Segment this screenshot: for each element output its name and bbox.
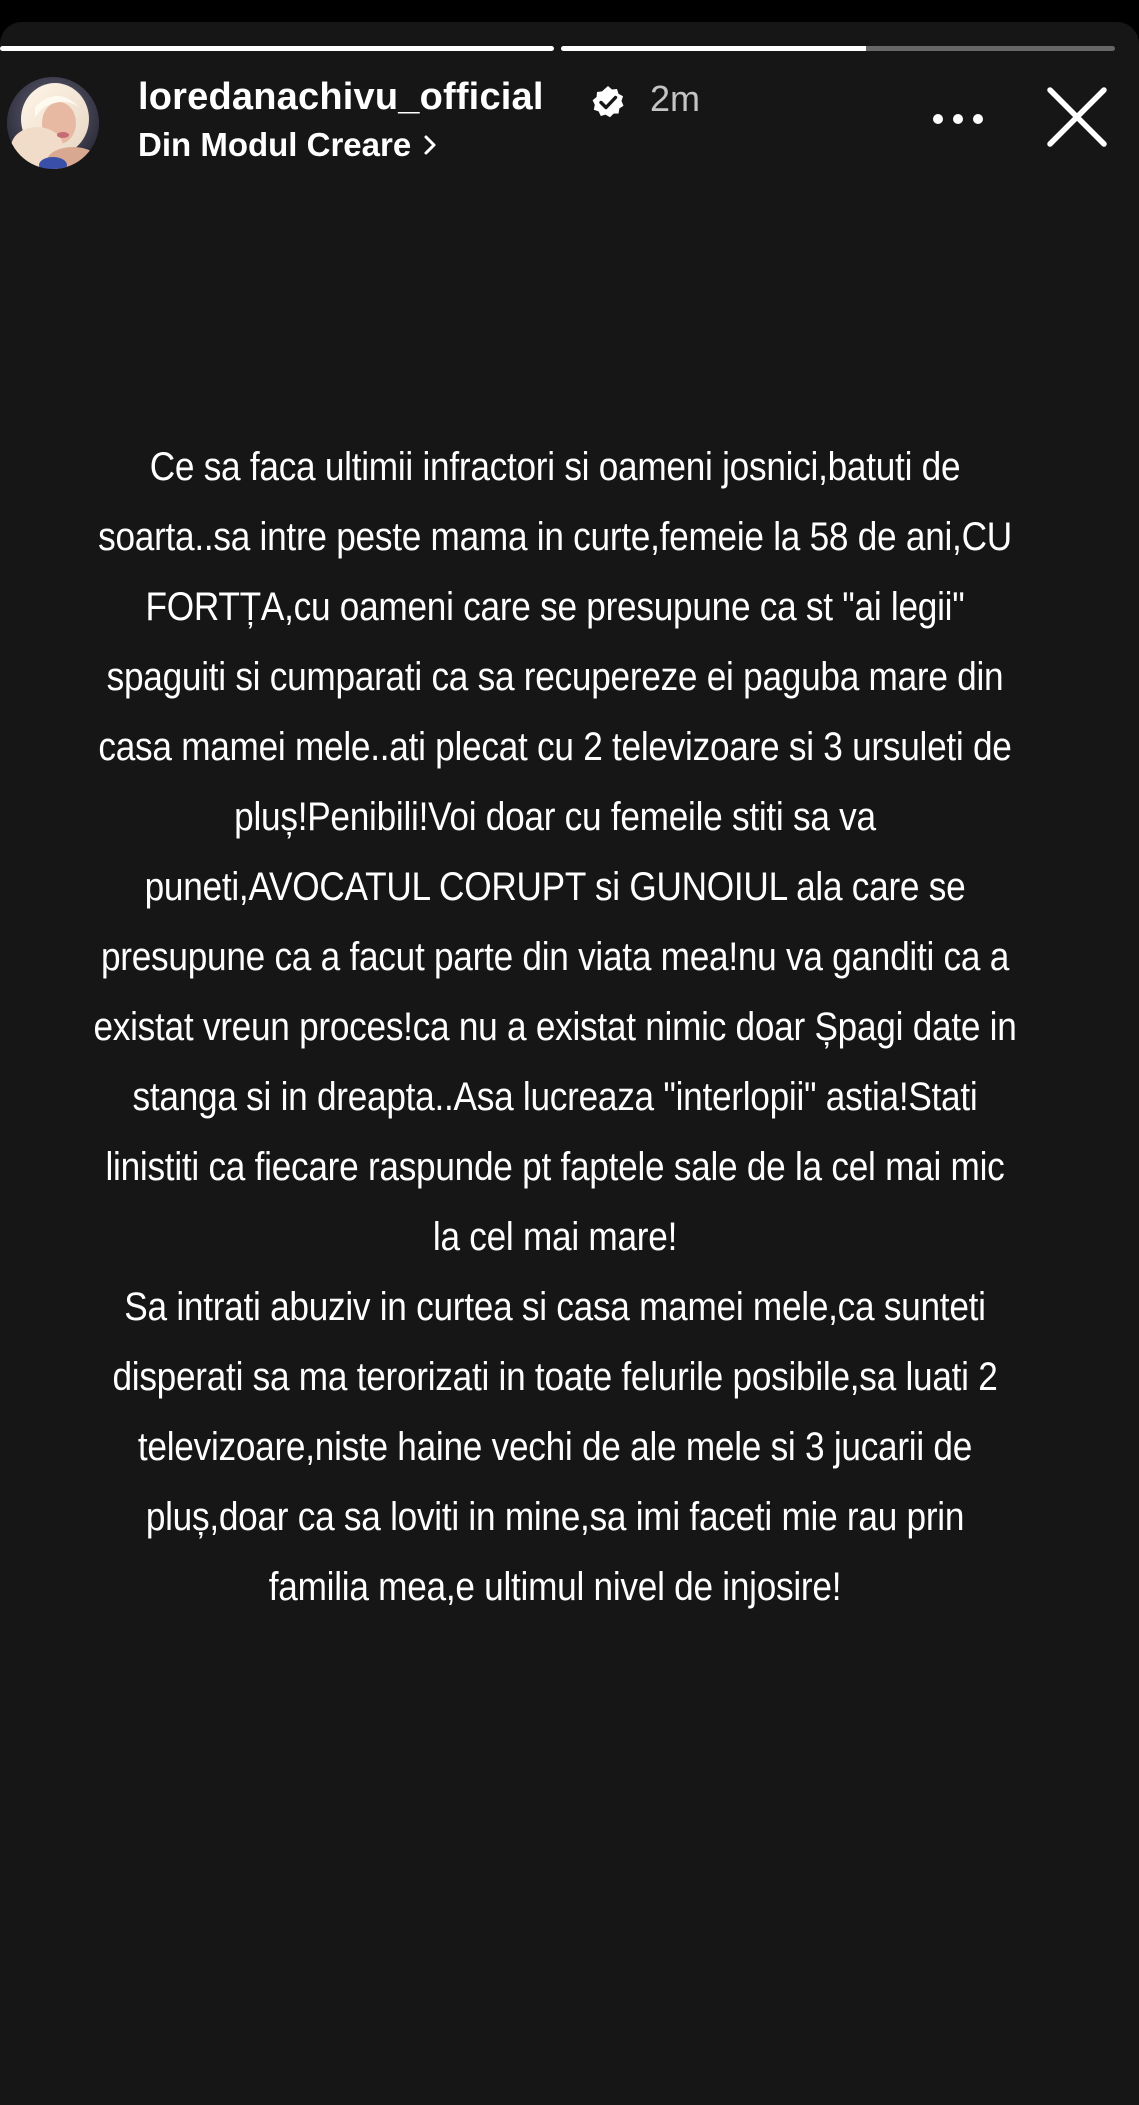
progress-segment <box>0 46 554 51</box>
story-paragraph: Sa intrati abuziv in curtea si casa mamei mele,ca sunteti disperati sa ma terorizati in toate felurile posibile,sa luati 2 televizoare,niste haine vechi de ale mele si 3 jucarii de pluș,doar ca sa loviti in mine,sa imi faceti mie rau prin familia mea,e ultimul nivel de injosire! <box>112 1285 998 1609</box>
more-options-icon[interactable] <box>930 104 986 134</box>
progress-segment-fill <box>0 46 554 51</box>
progress-segment <box>561 46 1115 51</box>
avatar-image <box>7 77 99 169</box>
verified-badge-icon <box>590 84 626 120</box>
close-icon[interactable] <box>1044 84 1110 150</box>
username[interactable]: loredanachivu_official <box>138 76 544 118</box>
creation-mode-link[interactable] <box>138 126 437 164</box>
avatar[interactable] <box>7 77 99 169</box>
post-time: 2m <box>650 78 701 119</box>
story-text <box>93 432 1017 1622</box>
chevron-right-icon <box>423 134 437 156</box>
story-header <box>0 74 1139 174</box>
progress-segment-fill <box>561 46 866 51</box>
story-progress-bar <box>0 46 1115 51</box>
creation-mode-label: Din Modul Creare <box>138 126 412 163</box>
story-paragraph: Ce sa faca ultimii infractori si oameni josnici,batuti de soarta..sa intre peste mama in curte,femeie la 58 de ani,CU FORTȚA,cu oameni care se presupune ca st "ai legii" spaguiti si cumparati ca sa recupereze ei paguba mare din casa mamei mele..ati plecat cu 2 televizoare si 3 ursuleti de pluș!Penibili!Voi doar cu femeile stiti sa va puneti,AVOCATUL CORUPT si GUNOIUL ala care se presupune ca a facut parte din viata mea!nu va ganditi ca a existat vreun proces!ca nu a existat nimic doar Șpagi date in stanga si in dreapta..Asa lucreaza "interlopii" astia!Stati linistiti ca fiecare raspunde pt faptele sale de la cel mai mic la cel mai mare! <box>93 445 1017 1259</box>
story-viewer[interactable] <box>0 22 1139 2105</box>
